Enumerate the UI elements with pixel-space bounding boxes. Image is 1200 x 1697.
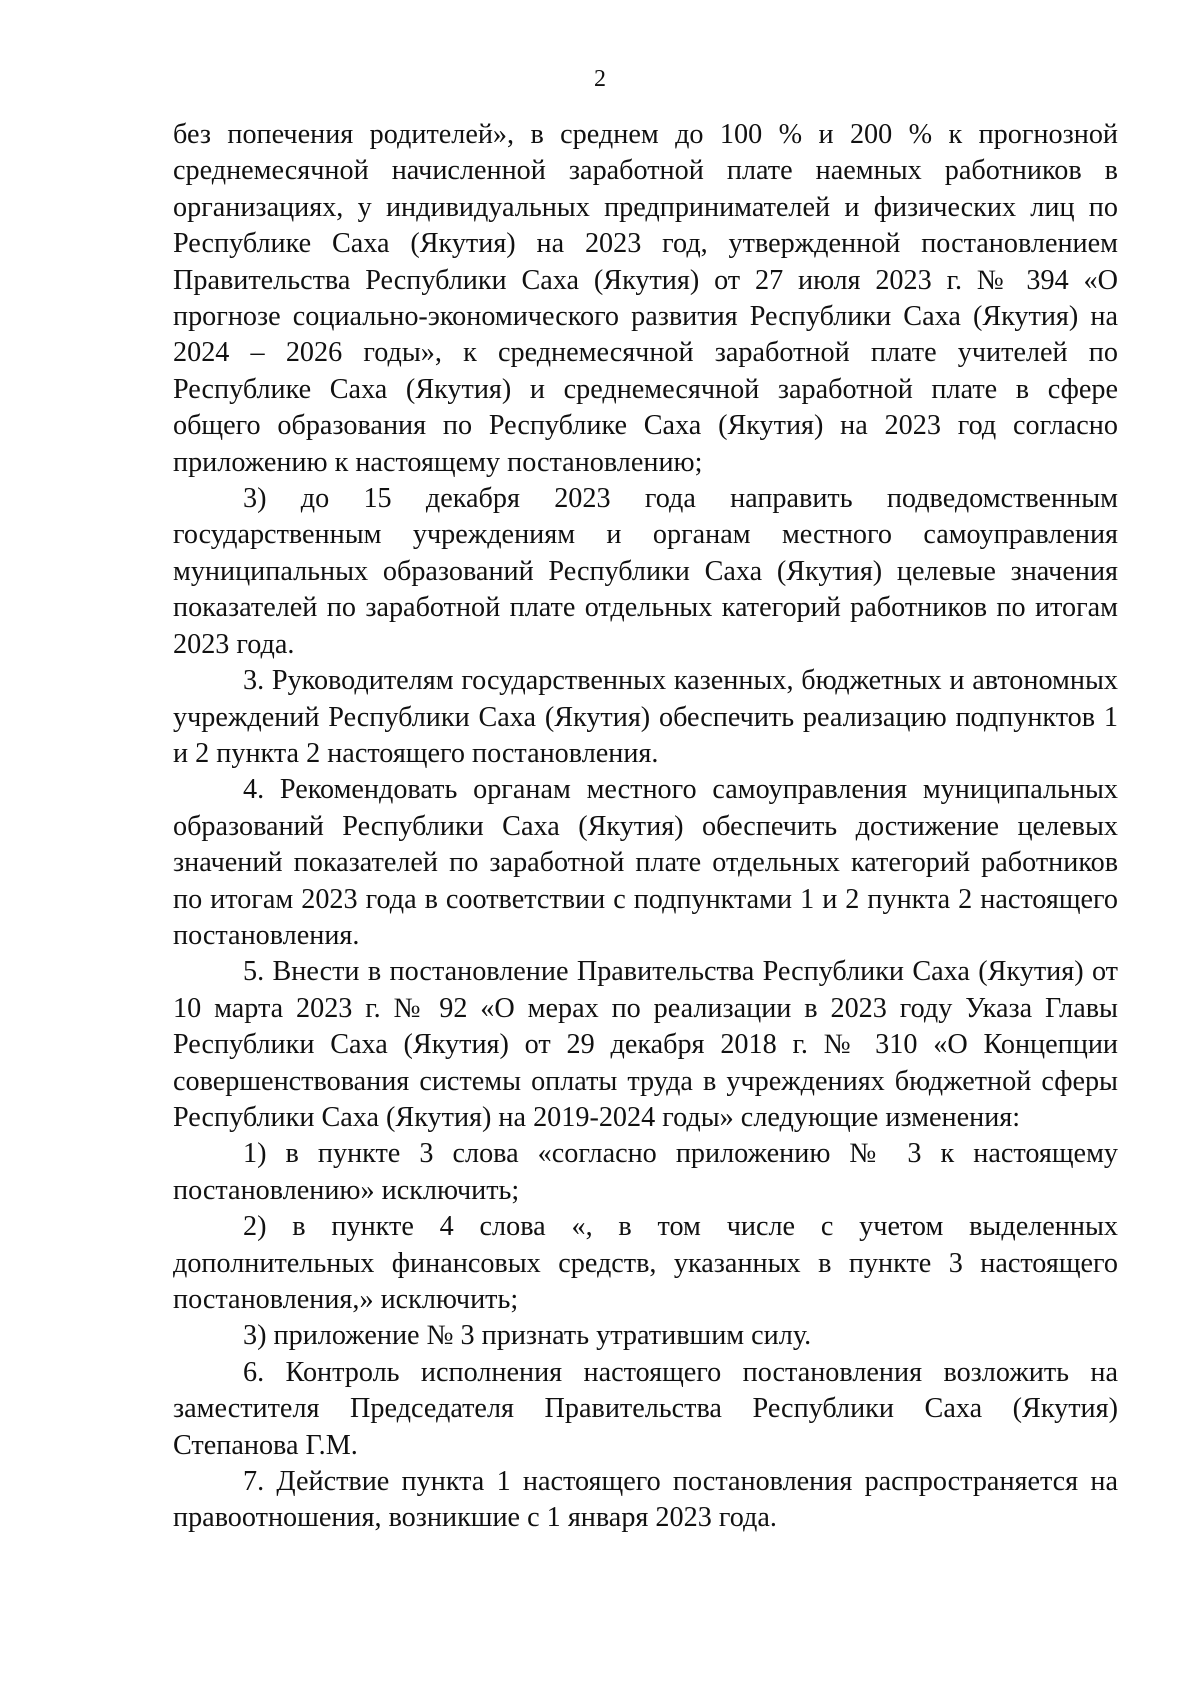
document-body bbox=[173, 117, 1118, 1537]
paragraph-item-5-subitem-3: 3) приложение № 3 признать утратившим силу. bbox=[243, 1320, 812, 1352]
paragraph-item-7: 7. Действие пункта 1 настоящего постановления распространяется на правоотношения, возникшие с 1 января 2023 года. bbox=[173, 1466, 1118, 1534]
paragraph-item-5-subitem-2: 2) в пункте 4 слова «, в том числе с учетом выделенных дополнительных финансовых средств, указанных в пункте 3 настоящего постановления,» исключить; bbox=[173, 1211, 1118, 1315]
paragraph-continuation: без попечения родителей», в среднем до 100 % и 200 % к прогнозной среднемесячной начисленной заработной плате наемных работников в организациях, у индивидуальных предпринимателей и физических лиц по Республике Саха (Якутия) на 2023 год, утвержденной постановлением Правительства Республики Саха (Якутия) от 27 июля 2023 г. № 394 «О прогнозе социально-экономического развития Республики Саха (Якутия) на 2024 – 2026 годы», к среднемесячной заработной плате учителей по Республике Саха (Якутия) и среднемесячной заработной плате в сфере общего образования по Республике Саха (Якутия) на 2023 год согласно приложению к настоящему постановлению; bbox=[173, 119, 1118, 478]
paragraph-item-3: 3. Руководителям государственных казенных, бюджетных и автономных учреждений Республики Саха (Якутия) обеспечить реализацию подпунктов 1 и 2 пункта 2 настоящего постановления. bbox=[173, 665, 1118, 769]
paragraph-item-5: 5. Внести в постановление Правительства Республики Саха (Якутия) от 10 марта 2023 г. № 92 «О мерах по реализации в 2023 году Указа Главы Республики Саха (Якутия) от 29 декабря 2018 г. № 310 «О Концепции совершенствования системы оплаты труда в учреждениях бюджетной сферы Республики Саха (Якутия) на 2019-2024 годы» следующие изменения: bbox=[173, 956, 1118, 1133]
paragraph-item-5-subitem-1: 1) в пункте 3 слова «согласно приложению № 3 к настоящему постановлению» исключить; bbox=[173, 1138, 1118, 1206]
page-number: 2 bbox=[594, 66, 606, 92]
paragraph-item-6: 6. Контроль исполнения настоящего постановления возложить на заместителя Председателя Правительства Республики Саха (Якутия) Степанова Г.М. bbox=[173, 1356, 1118, 1461]
paragraph-subitem-3: 3) до 15 декабря 2023 года направить подведомственным государственным учреждениям и органам местного самоуправления муниципальных образований Республики Саха (Якутия) целевые значения показателей по заработной плате отдельных категорий работников по итогам 2023 года. bbox=[173, 483, 1118, 660]
paragraph-item-4: 4. Рекомендовать органам местного самоуправления муниципальных образований Республики Саха (Якутия) обеспечить достижение целевых значений показателей по заработной плате отдельных категорий работников по итогам 2023 года в соответствии с подпунктами 1 и 2 пункта 2 настоящего постановления. bbox=[173, 774, 1118, 951]
